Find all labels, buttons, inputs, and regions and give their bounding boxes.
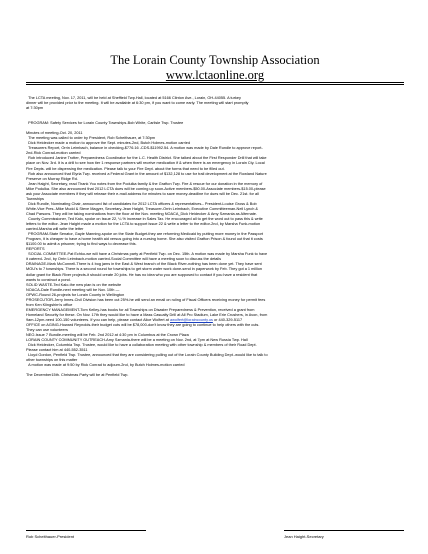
minutes-line: ask your Associate members if they will release their e-mail address for minutes to save money-deadline for dues will be Dec. 21st. for all [26, 191, 259, 196]
header-rule-top [26, 82, 404, 83]
minutes-line: from Ken Klingshirn's office [26, 302, 73, 307]
minutes-line: letters to the editor. Jean Haight made a motion for the LCTA to support Issue 22 & write a letter to the editor-2nd, by Marsha Funk-motion [26, 222, 261, 227]
minutes-line: Rob introduced Janine Trotter, Preparedness Coordinator for the L.C. Health District. She talked about the First Responder Drill that will take [26, 156, 267, 161]
minutes-line: EMERGENCY MANAGEMENT-Tom Kelley-has books for all Townships on Disaster Preparedness & Prevention, received a grant from [26, 307, 255, 312]
minutes-line: Jean Haight, Secretary, read Thank You notes from the Podulka family & the Grafton Twp. Fire & rescue for our donation in the memory of [26, 181, 263, 186]
minutes-line: Minutes of meeting-Oct. 20, 2011 [26, 131, 83, 136]
minutes-body [26, 96, 404, 378]
minutes-line: it catered- 2nd, by Orrin Leimbach-motion carried-Social Committee will have a meeting soon to discuss the details [26, 257, 222, 262]
minutes-line: PROGRAM-State Senator, Gayle Manning-spoke on the State Budget-they are reforming Medicaid by putting more money in the Passport [26, 232, 263, 237]
minutes-line: NEO-Issue 7 Bundle-meeting will be Feb. 2nd 2012 at 4:30 pm in Columbus at the Crown Plaza [26, 333, 189, 338]
minutes-line: NOACA-Dale Rundle-next meeting will be Nov. 10th — [26, 287, 120, 292]
minutes-line: PROSECUTOR-Jerry Innes-Civil Division has been cut 25%-he will send an email on ruling of Fiscal Officers receiving money for permit fees [26, 297, 266, 302]
minutes-line: 2nd-Rick Conrad-motion carried [26, 151, 81, 156]
minutes-line: place on Nov. 3rd. It is a drill to see how tier 1 response partners will receive medication if & when there is an emergency in Lorain Cty. Local [26, 161, 265, 166]
minutes-line: other townships on this matter [26, 358, 78, 363]
minutes-line: OFFICE on AGING-Howard Reynolds-their budget cuts will be $78,000-don't know they are going to continue to help others with the cuts. [26, 322, 260, 327]
minutes-line: DRAINAGE-Mark McConnell-There is 4 bog jams in the East & West branch of the Black River-nothing has been done yet. They have sent [26, 262, 262, 267]
minutes-line: Program, it is cheaper to have a home health aid versus going into a nursing home. She also visited Grafton Prison & found out that it costs [26, 237, 263, 242]
header-rule-bottom [26, 84, 404, 85]
signature-line-right [284, 530, 404, 531]
minutes-line: The meeting was called to order by President, Rob Scheithauer, at 7:30pm [26, 136, 156, 141]
website-link[interactable]: www.lctaonline.org [165, 68, 265, 82]
signature-line-left [26, 530, 146, 531]
minutes-line: LORAIN COUNTY COMMUNITY OUTREACH-Amy Szmania-there will be a meeting on Nov. 2nd, at 7pm at New Russia Twp. Hall [26, 338, 248, 343]
minutes-line: MOU's to 7 townships. There is a second round for townships to get storm water work done-send in paperwork by Feb. They got a 1 million [26, 267, 263, 272]
phone-text: or 440-329-5117 [212, 317, 243, 322]
association-title: The Lorain County Township Association [110, 53, 320, 67]
minutes-line: A motion was made at 9:50 by Rick Conrad to adjourn-2nd, by Butch Holmes-motion carried [26, 363, 185, 368]
minutes-line: Dick Heidecker, Columbia Twp. Trustee, would like to have a collaboration meeting with other township & members of their Road Dept. [26, 343, 257, 348]
minutes-line: Homeland Security for these. On Nov. 17th they would like to have a Mass Casualty Drill at All Pro Stadium, Lake Erie Crushers, in Avon, from [26, 312, 268, 317]
minutes-line: Rob also announced that Elyria Twp. received a Federal Grant in the amount of $132,128 to use for trail development at the Rowland Nature [26, 171, 267, 176]
program-line: PROGRAM: Safety Services for Lorain County Townships-Bob White, Carlisle Twp. Trustee [26, 121, 184, 126]
minutes-line: Lloyd Gordon, Penfield Twp. Trustee, announced that they are considering pulling out of the Lorain County Building Dept.-would like to talk to [26, 353, 268, 358]
email-link[interactable]: awolfert@loraincounty.us [169, 317, 213, 322]
minutes-line: $1100.00 to admit a prisoner, trying to find ways to decrease this. [26, 242, 137, 247]
signature-secretary: Jean Haight-Secretary [284, 534, 324, 539]
minutes-line: Chad Parsons. They will be taking nominations from the floor at the Nov. meeting NOACA_Dick Heidecker & Amy Szmania as Alternate. [26, 211, 258, 216]
minutes-line: dollar grant for Black River projects-it should create 20 jobs. He has no idea who you are supposed to contact if you have a resident that [26, 272, 258, 277]
minutes-line: They can use volunteers [26, 328, 68, 333]
intro-line: at 7:30pm [26, 106, 44, 111]
intro-paragraph [26, 96, 404, 111]
minutes-line: Townships [26, 196, 44, 201]
minutes-line: Preserve on Murray Ridge Rd. [26, 176, 78, 181]
intro-line: dinner will be provided prior to the meeting. It will be available at 6:30 pm, if you want to come early. The meeting will start promptly [26, 101, 249, 106]
minutes-line: REPORTS [26, 247, 45, 252]
minutes-line: White-Vice Pres.-Mike Mudd & Steve Magyer, Secretary-Jean Haight, Treasurer-Orrin Leimbach, Executive Committeeman-Neil Lynch & [26, 206, 258, 211]
minutes-line: Treasurers Report, Orrin Leimbach, balance in checking-$776.16 -CDS-$11992.54. A motion was made by Dale Rundle to approve report- [26, 146, 263, 151]
closing-line: The December15th. Christmas Party will be at Penfield Twp. [26, 373, 129, 378]
minutes-text: 9am-12pm-need 100-150 volunteers. If you can help, please contact Alice Wolfert at [26, 317, 170, 322]
minutes-line: SOCIAL COMMITTEE-Pat Echko-we will have a Christmas party at Penfield Twp. on Dec. 15th. A motion was made by Marsha Funk to have [26, 252, 268, 257]
minutes-line: OPWC-Round 26-projects for Lorain County in Wellington [26, 292, 125, 297]
minutes-line: SOLID WASTE-Ted Kalo-the new plan is on the website [26, 282, 122, 287]
minutes-line: carried-Marsha will write the letter [26, 227, 84, 232]
intro-line: The LCTA meeting, Nov. 17, 2011, will be held at Sheffield Twp.Hall, located at 5166 Clinton Ave., Lorain, OH-44055. A turkey [26, 96, 241, 100]
minutes-line: Please contact him at 440-552-3511 [26, 348, 88, 353]
minutes-line: wants to construct a pond. [26, 277, 71, 282]
signature-president: Rob Scheithauer-President [26, 534, 75, 539]
minutes-line: Dick Heidecker made a motion to approve the Sept. minutes-2nd, Butch Holmes-motion carried [26, 141, 191, 146]
minutes-line: County Commissioner, Ted Kalo, spoke on Issue 22, ¼ % increase in Sales Tax. He encouraged all to get the word out to pass this & write [26, 216, 263, 221]
minutes-line: Fire Depts. will be dispensing the medication. Please talk to your Fire Dept. about the forms that need to be filled out. [26, 166, 225, 171]
minutes-list [26, 131, 404, 368]
minutes-line: Dick Rundle, Nominating Chair, announced list of candidates for 2012 LCTA officers & representatives-- President-Louise Gross & Bob [26, 201, 257, 206]
minutes-line: Mike Podulka. She also announced that 2012 LCTA dues will be coming up soon-Active members-$50.00-Associate members-$15.00-please [26, 186, 266, 191]
